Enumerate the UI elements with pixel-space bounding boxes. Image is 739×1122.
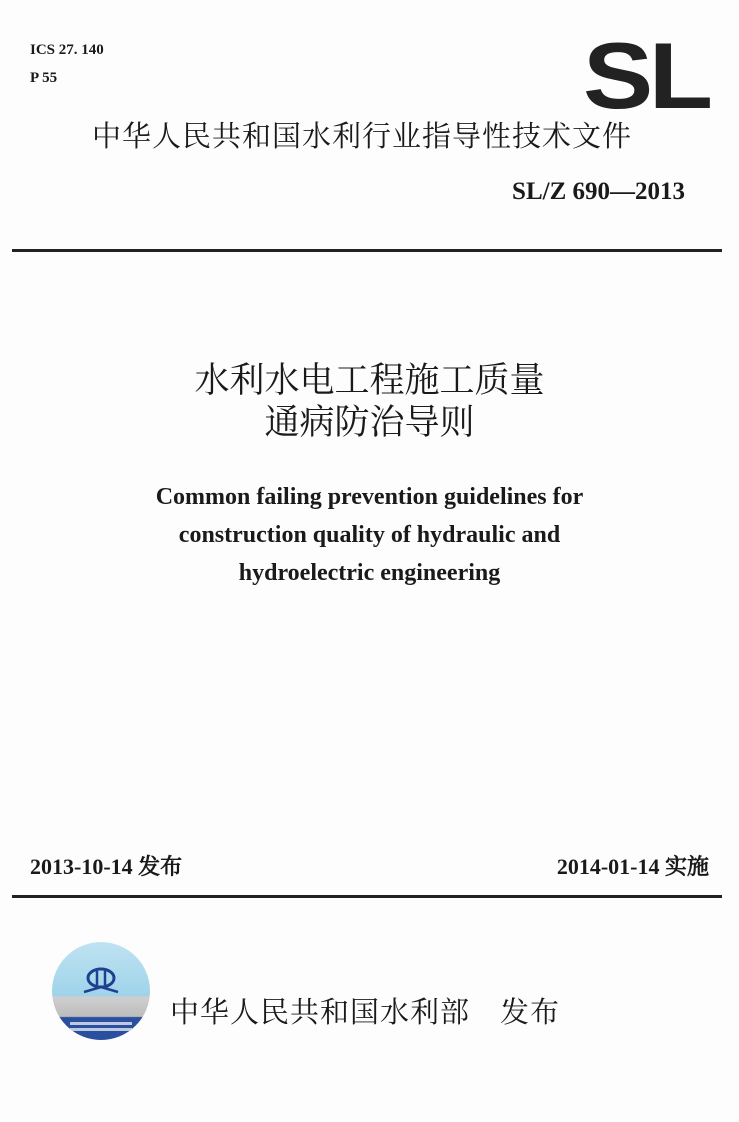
top-divider	[12, 249, 722, 252]
chinese-title	[0, 360, 739, 444]
english-title	[0, 478, 739, 592]
classification-code: P 55	[30, 70, 58, 86]
english-title-line: hydroelectric engineering	[238, 560, 501, 586]
english-title-line: construction quality of hydraulic and	[178, 522, 561, 548]
chinese-title-line: 水利水电工程施工质量	[194, 361, 545, 401]
implementation-date: 2014-01-14 实施	[556, 854, 709, 879]
publisher: 中华人民共和国水利部 发布	[170, 995, 561, 1029]
bottom-divider	[12, 895, 722, 898]
standard-number: SL/Z 690—2013	[512, 178, 685, 205]
english-title-line: Common failing prevention guidelines for	[155, 484, 584, 510]
ics-code: ICS 27. 140	[30, 42, 104, 58]
sl-logo: SL	[583, 23, 709, 128]
anti-counterfeit-seal-icon	[52, 942, 150, 1040]
issue-date: 2013-10-14 发布	[30, 854, 183, 879]
document-type: 中华人民共和国水利行业指导性技术文件	[92, 119, 633, 153]
chinese-title-line: 通病防治导则	[264, 403, 475, 443]
